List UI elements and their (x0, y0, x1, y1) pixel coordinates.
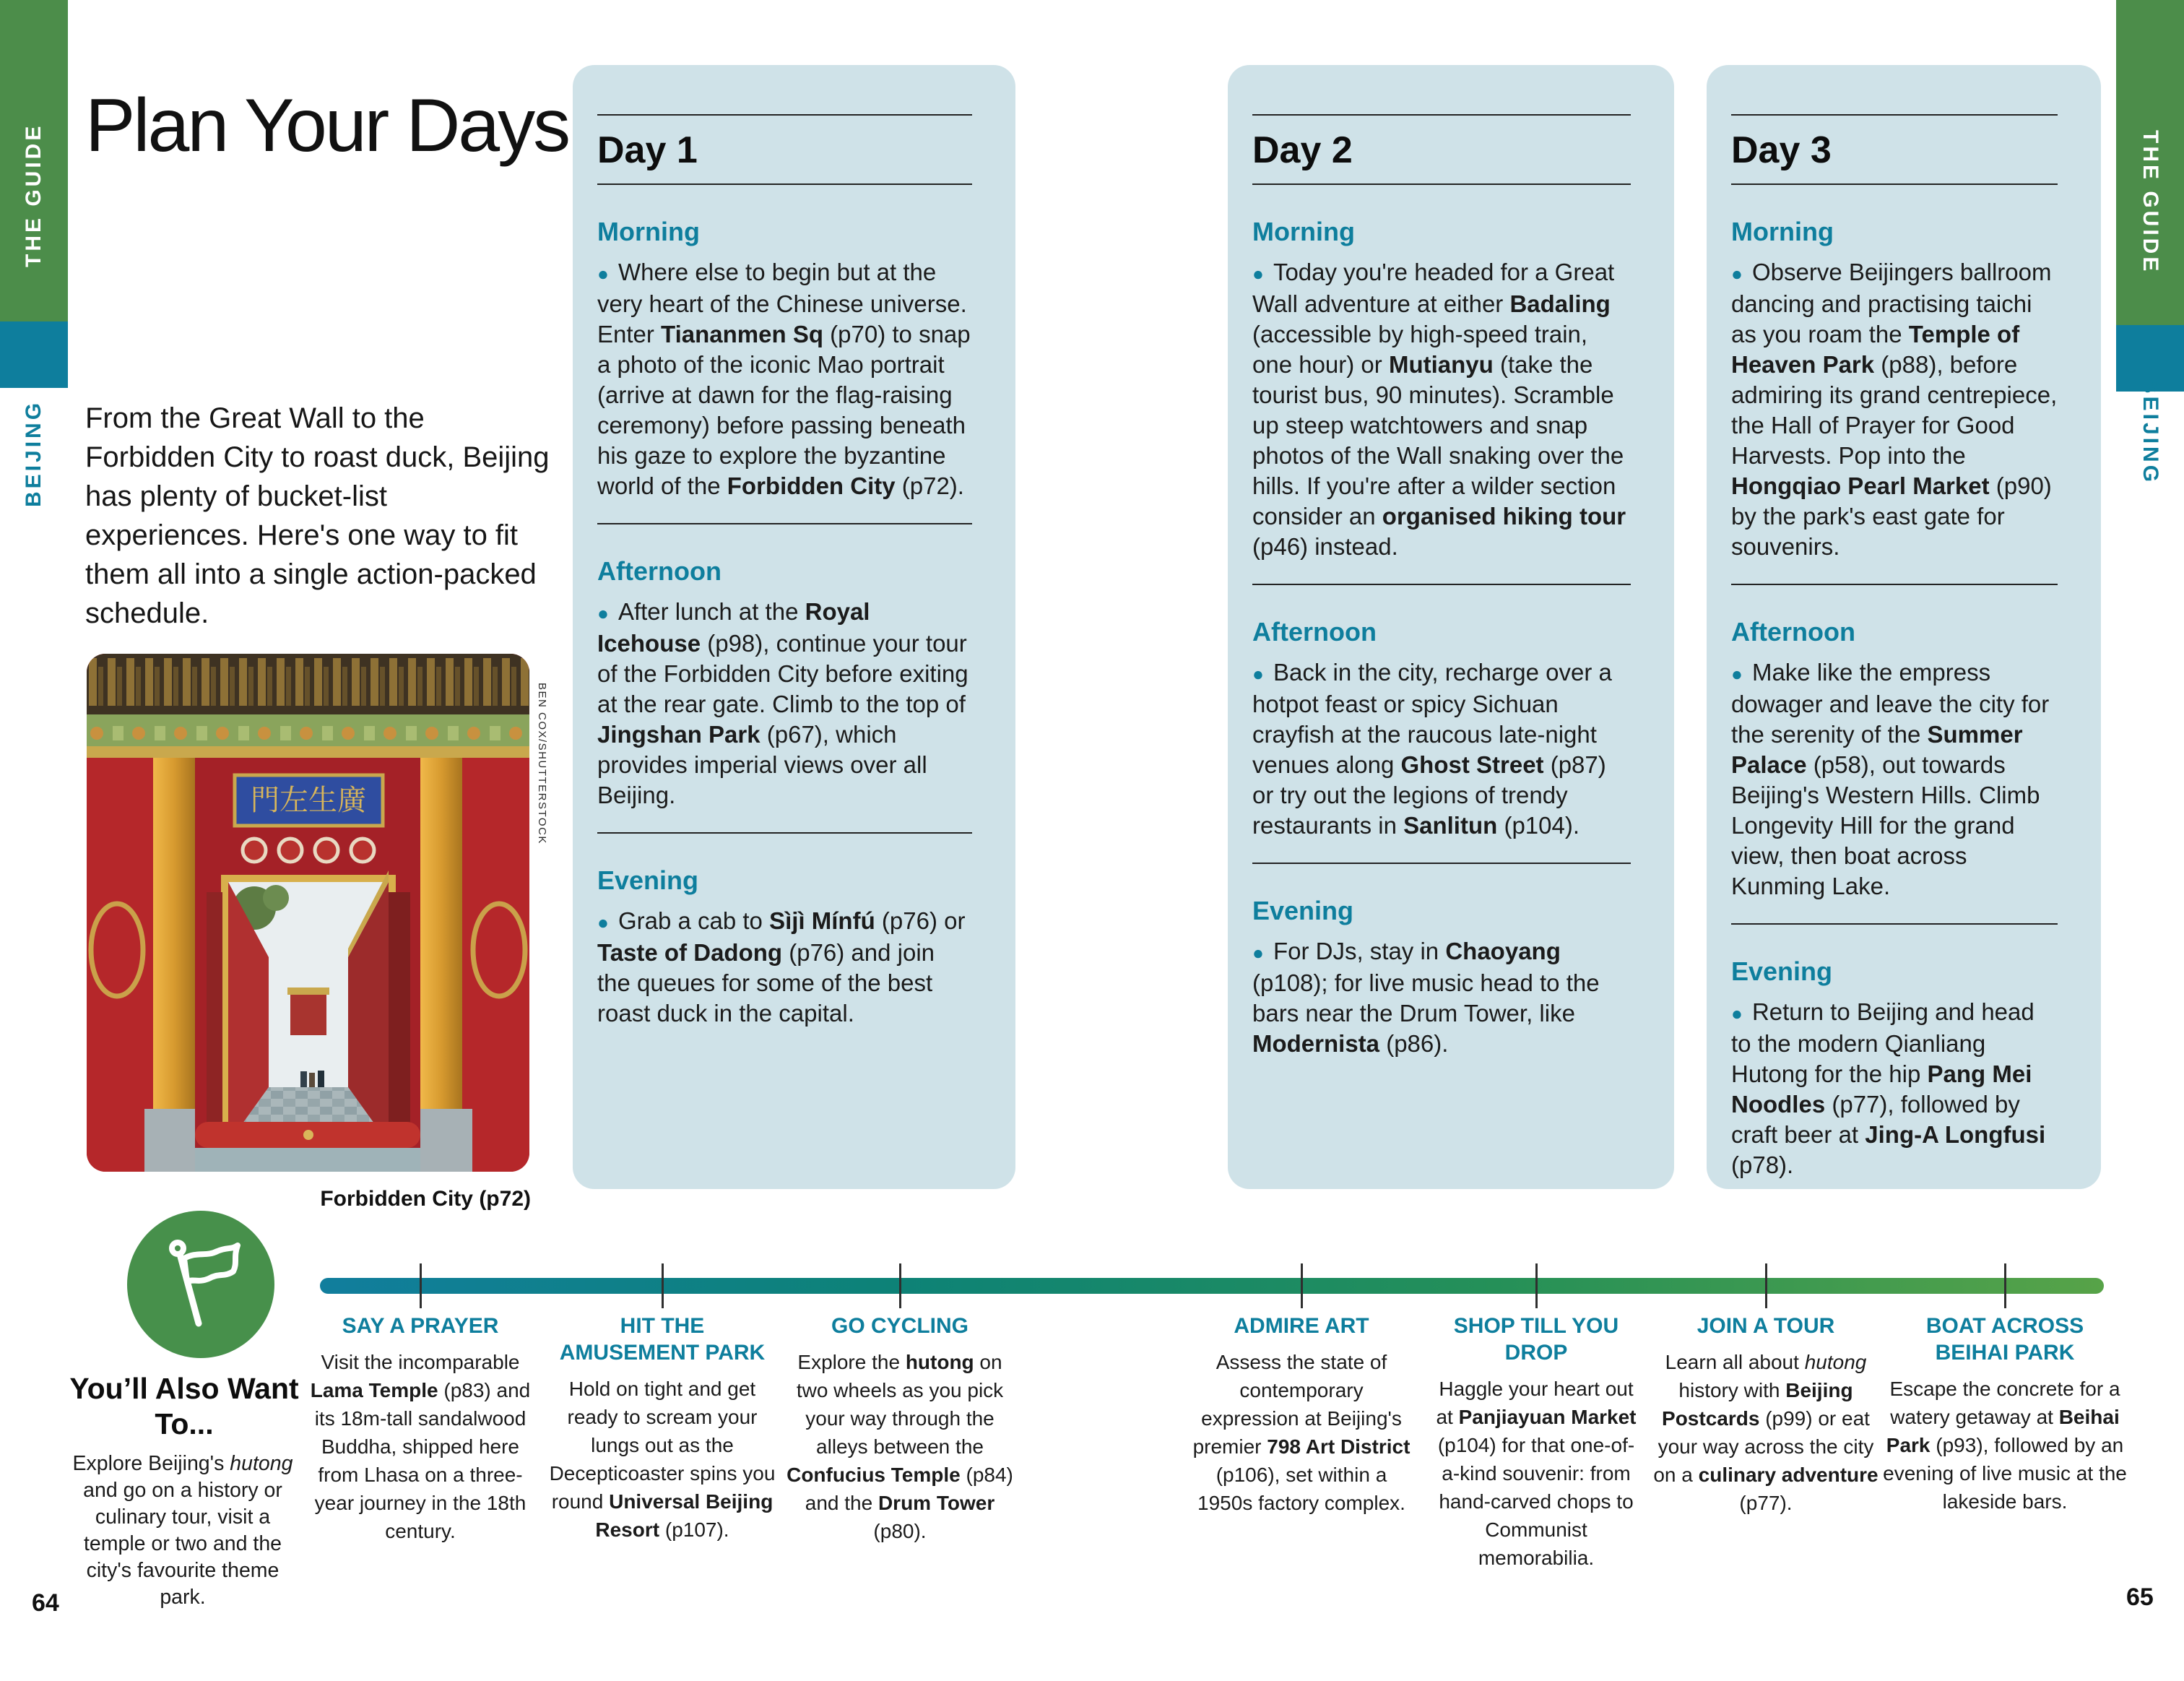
day-section (1252, 584, 1631, 841)
day-sections (597, 217, 972, 1029)
timeline-item-text: Visit the incomparable Lama Temple (p83) and its 18m-tall sandalwood Buddha, shipped here from Lhasa on a three-year journey in the 18th century. (310, 1351, 531, 1542)
page-number-left: 64 (32, 1589, 59, 1617)
timeline-item (308, 1313, 532, 1545)
day-section (1731, 584, 2058, 902)
timeline-item-title: JOIN A TOUR (1696, 1314, 1835, 1338)
divider (1252, 863, 1631, 864)
forbidden-city-photo (87, 654, 529, 1172)
left-spine-city-label: BEIJING (22, 399, 46, 507)
timeline-item-text: Explore the hutong on two wheels as you pick your way through the alleys between the Confucius Temple (p84) and the Drum Tower (p80). (786, 1351, 1013, 1542)
section-label: Afternoon (597, 556, 722, 586)
day-title: Day 2 (1252, 129, 1353, 171)
divider (1731, 584, 2058, 585)
flag-icon (127, 1211, 274, 1358)
timeline-item (1190, 1313, 1413, 1517)
timeline-item (1435, 1313, 1637, 1572)
day-3-card (1707, 65, 2101, 1189)
day-section (597, 217, 972, 501)
forbidden-city-gate-illustration (87, 654, 529, 1172)
section-label: Morning (1731, 217, 1834, 246)
day-section (1252, 863, 1631, 1059)
left-spine-teal-square (0, 321, 68, 388)
divider (1731, 923, 2058, 925)
bullet-icon: ● (1252, 263, 1264, 285)
right-spine-city-label: BEIJING (2138, 378, 2162, 485)
divider (597, 523, 972, 524)
day-section (597, 523, 972, 811)
divider (1731, 114, 2058, 116)
section-text: ● Back in the city, recharge over a hotpot feast or spicy Sichuan crayfish at the raucous late-night venues along Ghost Street (p87) or try out the legions of trendy restaurants in Sanlitun (p104). (1252, 659, 1612, 839)
timeline-item-title: ADMIRE ART (1234, 1314, 1369, 1338)
also-want-title: You’ll Also Want To... (69, 1372, 299, 1440)
flag-glyph (158, 1238, 243, 1331)
day-section (1731, 217, 2058, 562)
divider (1731, 183, 2058, 185)
day-1-card (573, 65, 1015, 1189)
photo-caption: Forbidden City (p72) (320, 1187, 531, 1211)
timeline-item (1882, 1313, 2128, 1516)
timeline-tick (1301, 1263, 1303, 1308)
right-spine-guide-label: THE GUIDE (2138, 130, 2162, 275)
divider (1252, 584, 1631, 585)
section-label: Evening (597, 865, 699, 895)
section-text: ● Return to Beijing and head to the modern Qianliang Hutong for the hip Pang Mei Noodles (p77), followed by craft beer at Jing-A Longfusi (p78). (1731, 998, 2046, 1178)
day-section (597, 832, 972, 1029)
timeline-item-text: Haggle your heart out at Panjiayuan Market (p104) for that one-of-a-kind souvenir: from hand-carved chops to Communist memorabilia. (1436, 1378, 1637, 1569)
also-text: Explore Beijing's hutong and go on a history or culinary tour, visit a temple or two and the city's favourite theme park. (72, 1452, 293, 1609)
timeline-tick (899, 1263, 901, 1308)
timeline-item-text: Hold on tight and get ready to scream your lungs out as the Decepticoaster spins you round Universal Beijing Resort (p107). (549, 1378, 776, 1541)
timeline-tick (1535, 1263, 1538, 1308)
bullet-icon: ● (1731, 263, 1743, 285)
day-title: Day 3 (1731, 129, 1832, 171)
day-title: Day 1 (597, 129, 698, 171)
timeline-tick (420, 1263, 422, 1308)
bullet-icon: ● (597, 602, 609, 624)
section-text: ● Where else to begin but at the very heart of the Chinese universe. Enter Tiananmen Sq (p70) to snap a photo of the iconic Mao portrait (arrive at dawn for the flag-raising ceremony) before passing beneath his gaze to explore the byzantine world of the Forbidden City (p72). (597, 259, 971, 499)
section-text: ● Today you're headed for a Great Wall adventure at either Badaling (accessible by high-speed train, one hour) or Mutianyu (take the tourist bus, 90 minutes). Scramble up steep watchtowers and snap photos of the Wall snaking over the hills. If you're after a wilder section consider an organised hiking tour (p46) instead. (1252, 259, 1626, 560)
day-sections (1731, 217, 2058, 1180)
section-label: Morning (597, 217, 700, 246)
section-label: Evening (1731, 956, 1833, 986)
timeline-item-title: GO CYCLING (831, 1314, 968, 1338)
bullet-icon: ● (1252, 942, 1264, 964)
page-number-right: 65 (2126, 1583, 2154, 1611)
divider (597, 832, 972, 834)
day-2-card (1228, 65, 1674, 1189)
day-sections (1252, 217, 1631, 1059)
divider (1252, 183, 1631, 185)
bullet-icon: ● (1252, 663, 1264, 685)
bullet-icon: ● (1731, 1003, 1743, 1024)
photo-credit: BEN COX/SHUTTERSTOCK (536, 683, 548, 844)
timeline-tick (1765, 1263, 1767, 1308)
left-spine-guide-label: THE GUIDE (22, 123, 46, 267)
divider (597, 114, 972, 116)
section-label: Evening (1252, 896, 1354, 925)
section-label: Afternoon (1731, 617, 1855, 647)
section-text: ● Make like the empress dowager and leave the city for the serenity of the Summer Palace (p58), out towards Beijing's Western Hills. Climb Longevity Hill for the grand view, then boat across Kunming Lake. (1731, 659, 2050, 899)
page-title: Plan Your Days (85, 84, 569, 168)
timeline-item-title: BOAT ACROSS BEIHAI PARK (1925, 1314, 2084, 1365)
day-section (1252, 217, 1631, 562)
timeline-item-title: SAY A PRAYER (342, 1314, 499, 1338)
bullet-icon: ● (597, 912, 609, 933)
day-section (1731, 923, 2058, 1180)
section-label: Morning (1252, 217, 1355, 246)
timeline-item-title: HIT THE AMUSEMENT PARK (559, 1314, 766, 1365)
section-text: ● Grab a cab to Sìjì Mínfú (p76) or Taste of Dadong (p76) and join the queues for some of the best roast duck in the capital. (597, 907, 966, 1027)
timeline-item-text: Assess the state of contemporary expression at Beijing's premier 798 Art District (p106), set within a 1950s factory complex. (1192, 1351, 1410, 1514)
timeline-item (1650, 1313, 1881, 1517)
section-text: ● For DJs, stay in Chaoyang (p108); for live music head to the bars near the Drum Tower, like Modernista (p86). (1252, 938, 1600, 1057)
divider (1252, 114, 1631, 116)
intro-text: From the Great Wall to the Forbidden City to roast duck, Beijing has plenty of bucket-list experiences. Here's one way to fit them all into a single action-packed schedule. (85, 402, 550, 629)
section-label: Afternoon (1252, 617, 1377, 647)
timeline-tick (662, 1263, 664, 1308)
divider (597, 183, 972, 185)
timeline-item (543, 1313, 781, 1544)
timeline-bar (320, 1278, 2104, 1294)
timeline-item-text: Learn all about hutong history with Beijing Postcards (p99) or eat your way across the city on a culinary adventure (p77). (1653, 1351, 1878, 1514)
section-text: ● After lunch at the Royal Icehouse (p98), continue your tour of the Forbidden City before exiting at the rear gate. Climb to the top of Jingshan Park (p67), which provides imperial views over all Beijing. (597, 598, 968, 808)
section-text: ● Observe Beijingers ballroom dancing and practising taichi as you roam the Temple of Heaven Park (p88), before admiring its grand centrepiece, the Hall of Prayer for Good Harvests. Pop into the Hongqiao Pearl Market (p90) by the park's east gate for souvenirs. (1731, 259, 2058, 560)
timeline-item-title: SHOP TILL YOU DROP (1453, 1314, 1619, 1365)
timeline-tick (2004, 1263, 2006, 1308)
bullet-icon: ● (597, 263, 609, 285)
timeline-item (781, 1313, 1019, 1545)
timeline-item-text: Escape the concrete for a watery getaway at Beihai Park (p93), followed by an evening of live music at the lakeside bars. (1883, 1378, 2127, 1513)
bullet-icon: ● (1731, 663, 1743, 685)
svg-text:門左生廣: 門左生廣 (251, 784, 366, 817)
